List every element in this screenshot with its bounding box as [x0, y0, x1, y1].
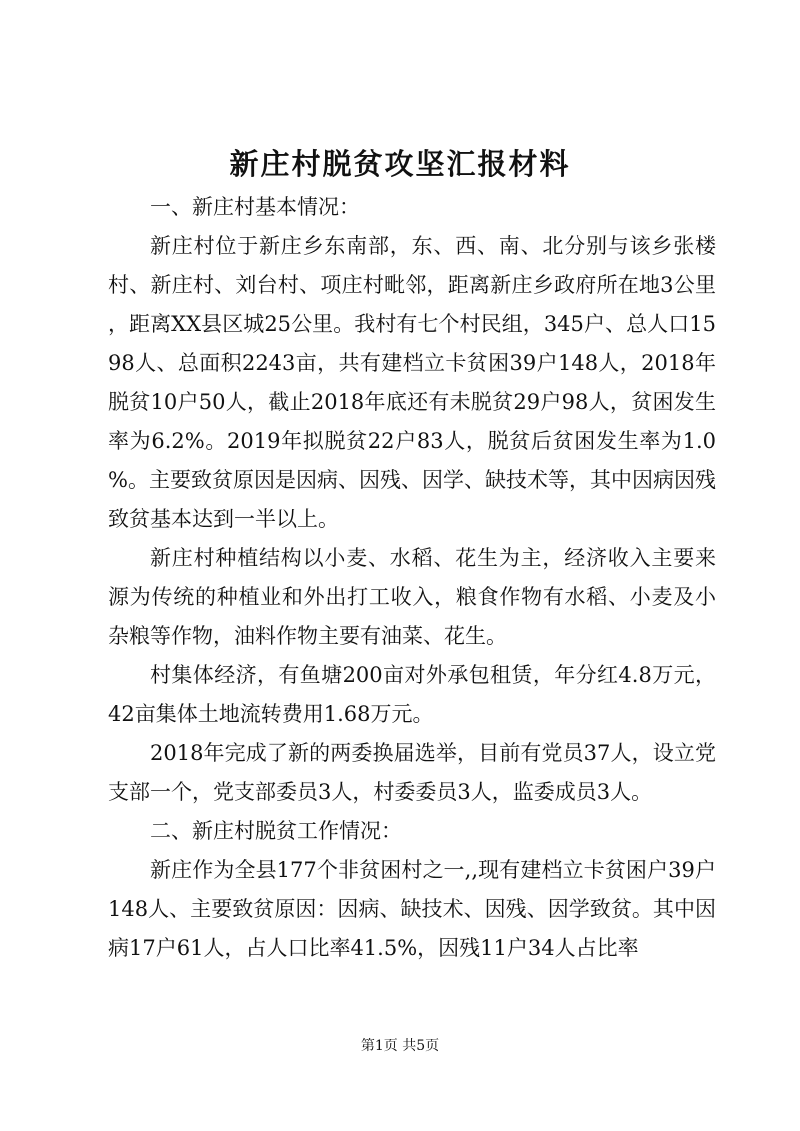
paragraph-village-overview: 新庄村位于新庄乡东南部，东、西、南、北分别与该乡张楼村、新庄村、刘台村、项庄村毗邻，距离新庄乡政府所在地3公里，距离XX县区城25公里。我村有七个村民组，345户、总人口1598人、总面积2243亩，共有建档立卡贫困39户148人，2018年脱贫10户50人，截止2018年底还有未脱贫29户98人，贫困发生率为6.2%。2019年拟脱贫22户83人，脱贫后贫困发生率为1.0%。主要致贫原因是因病、因残、因学、缺技术等，其中因病因残致贫基本达到一半以上。	[108, 234, 717, 531]
document-body	[108, 188, 716, 968]
section-heading-basic-info: 一、新庄村基本情况：	[150, 195, 360, 219]
paragraph-election: 2018年完成了新的两委换届选举，目前有党员37人，设立党支部一个，党支部委员3人，村委委员3人，监委成员3人。	[108, 741, 716, 804]
paragraph-poverty-status: 新庄作为全县177个非贫困村之一,,现有建档立卡贫困户39户148人、主要致贫原因：因病、缺技术、因残、因学致贫。其中因病17户61人，占人口比率41.5%，因残11户34人占比率	[108, 858, 716, 960]
page-number-footer: 第1页 共5页	[360, 1038, 440, 1054]
paragraph-collective-economy: 村集体经济，有鱼塘200亩对外承包租赁，年分红4.8万元，42亩集体土地流转费用1.68万元。	[108, 663, 716, 726]
section-heading-poverty-work: 二、新庄村脱贫工作情况：	[150, 819, 402, 843]
document-title: 新庄村脱贫攻坚汇报材料	[229, 147, 571, 181]
paragraph-planting-structure: 新庄村种植结构以小麦、水稻、花生为主，经济收入主要来源为传统的种植业和外出打工收入，粮食作物有水稻、小麦及小杂粮等作物，油料作物主要有油菜、花生。	[108, 546, 716, 648]
